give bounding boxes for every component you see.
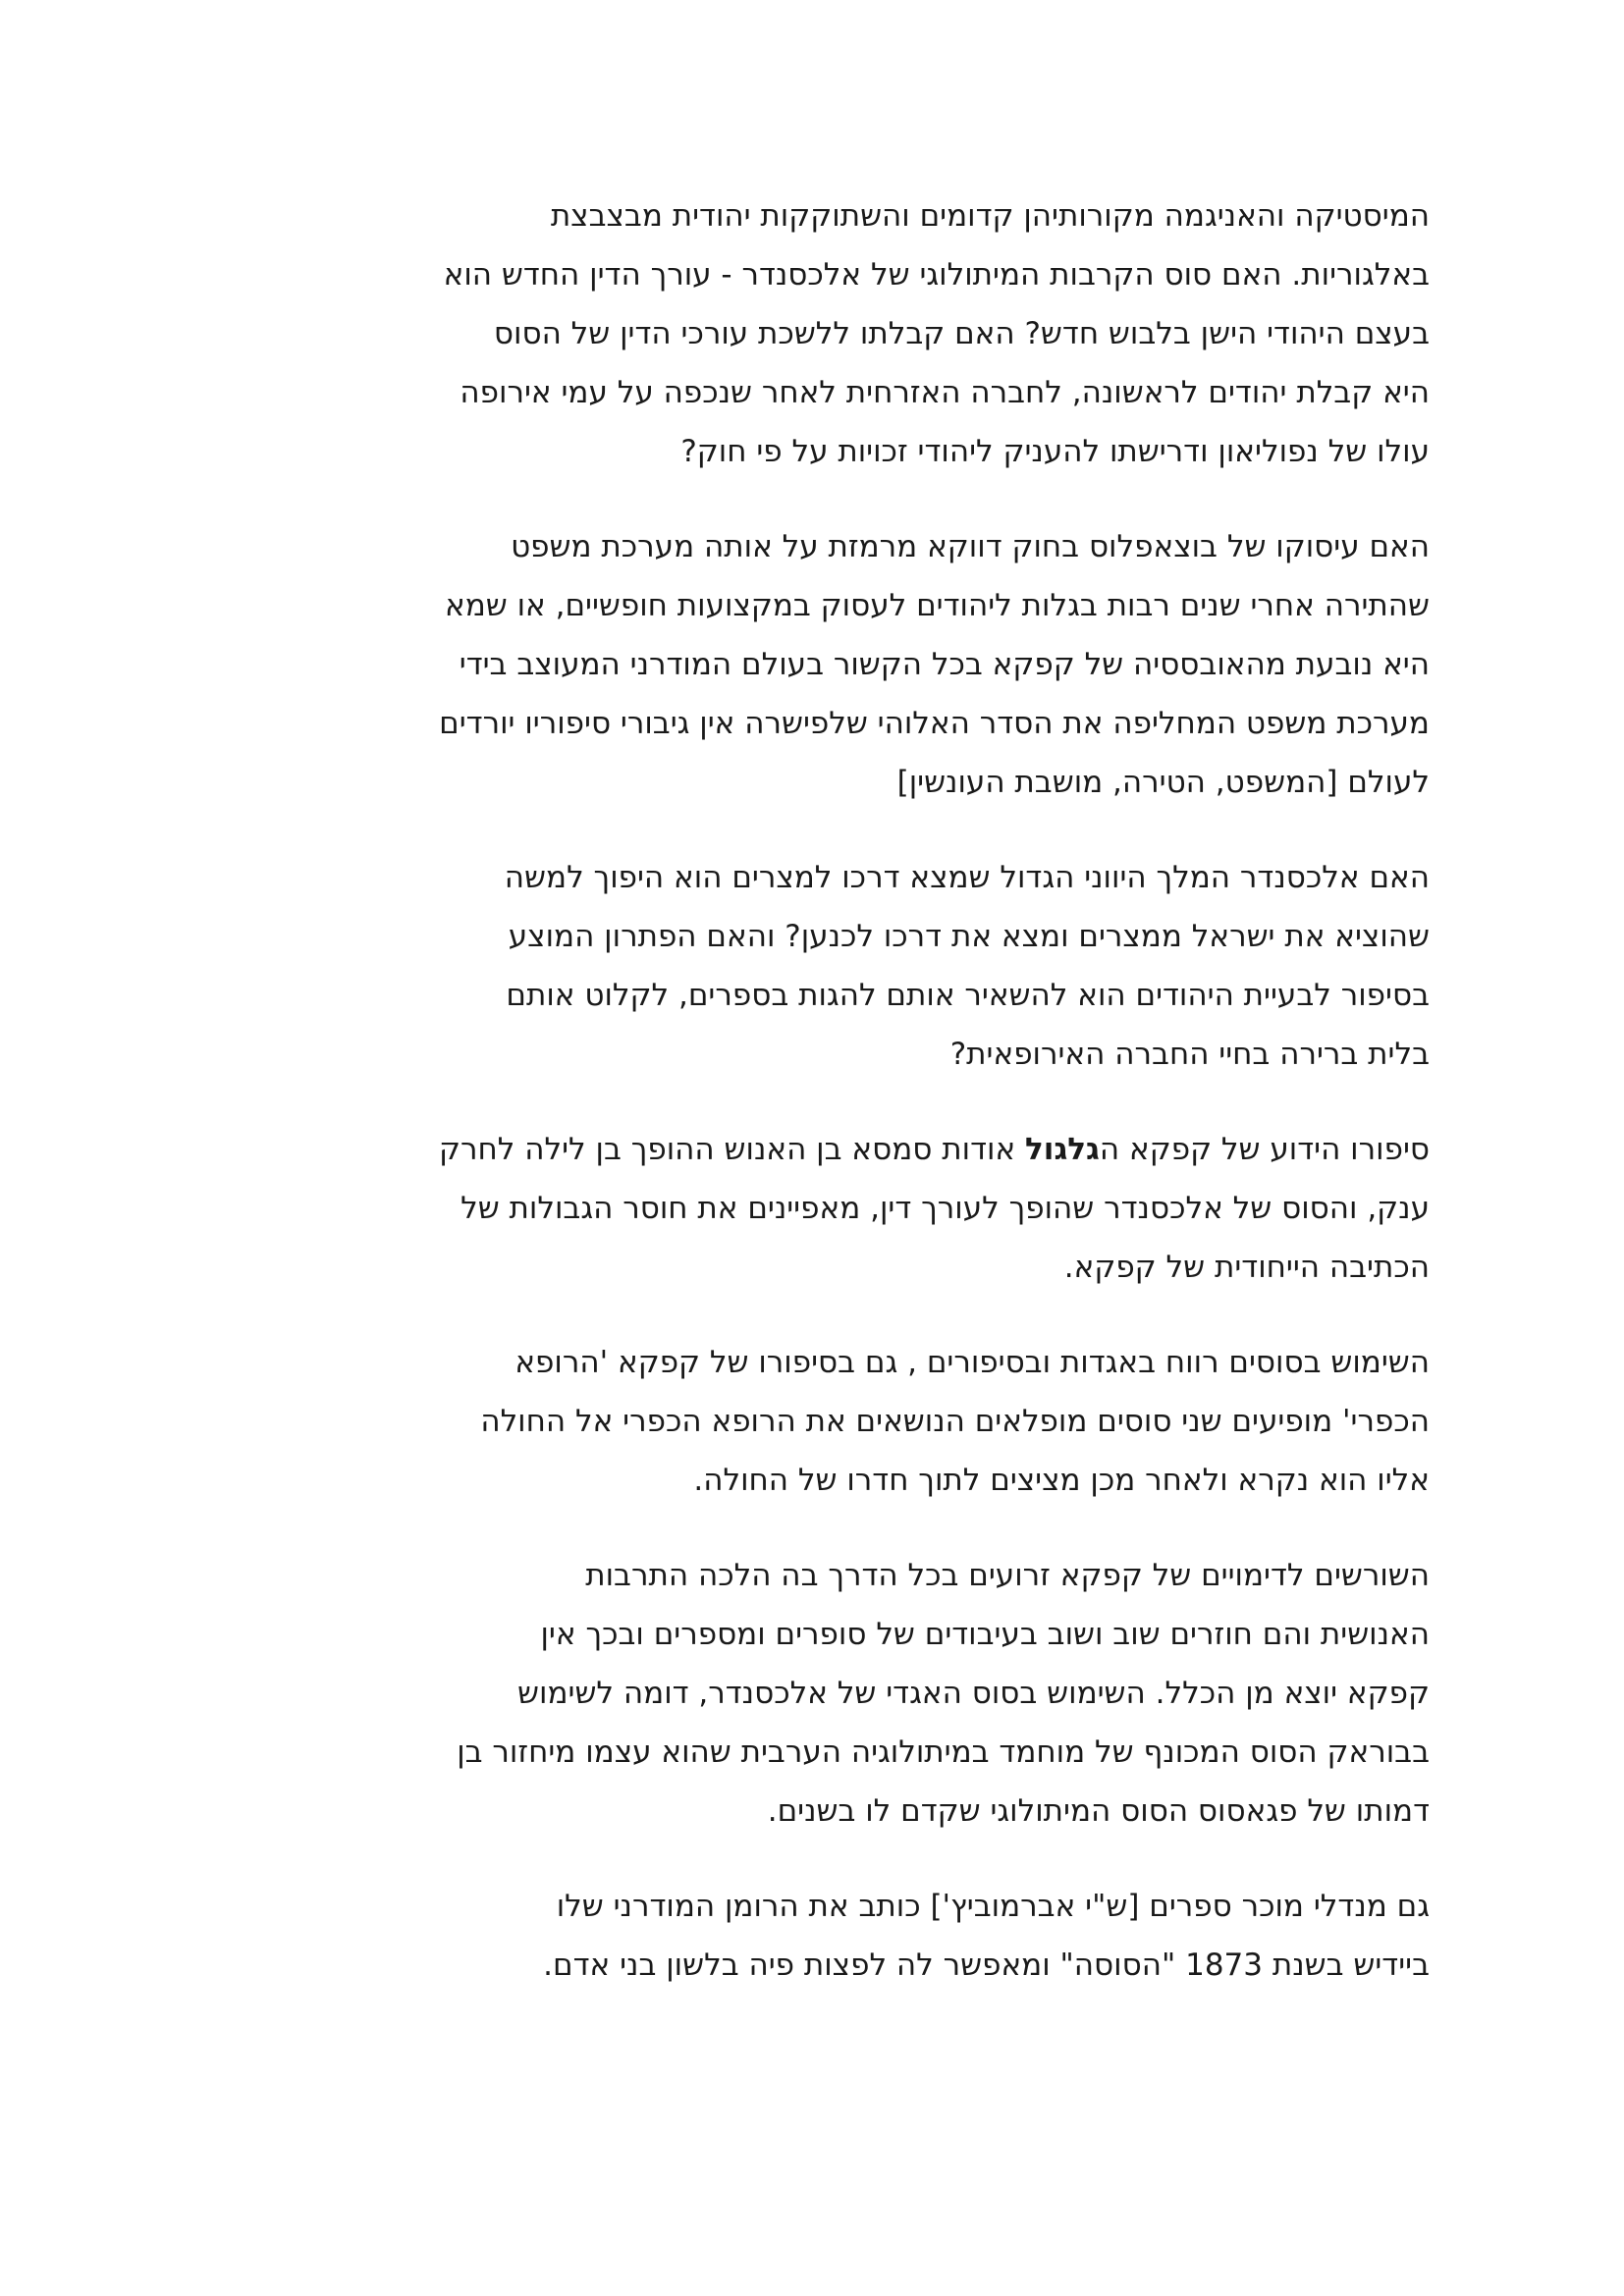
body-text	[192, 187, 1430, 2031]
text-line: ביידיש בשנת 1873 "הסוסה" ומאפשר לה לפצות פיה בלשון בני אדם.	[543, 1948, 1430, 1983]
text-line: הכפרי' מופיעים שני סוסים מופלאים הנושאים את הרופא הכפרי אל החולה	[480, 1404, 1430, 1439]
text-line: השימוש בסוסים רווח באגדות ובסיפורים , גם בסיפורו של קפקא 'הרופא	[514, 1345, 1430, 1380]
paragraph-6	[192, 1546, 1430, 1841]
paragraph-2	[192, 517, 1430, 812]
text-line: מערכת משפט המחליפה את הסדר האלוהי שלפישרה אין גיבורי סיפוריו יורדים	[439, 706, 1430, 741]
text-line: שהוציא את ישראל ממצרים ומצא את דרכו לכנען? והאם הפתרון המוצע	[508, 919, 1430, 954]
text-line: שהתירה אחרי שנים רבות בגלות ליהודים לעסוק במקצועות חופשיים, או שמא	[445, 588, 1430, 623]
text-line: המיסטיקה והאניגמה מקורותיהן קדומים והשתוקקות יהודית מבצבצת	[550, 198, 1430, 234]
text-line: ענק, והסוס של אלכסנדר שהופך לעורך דין, מאפיינים את חוסר הגבולות של	[460, 1191, 1430, 1226]
text-line	[192, 1120, 1430, 1179]
text-line: קפקא יוצא מן הכלל. השימוש בסוס האגדי של אלכסנדר, דומה לשימוש	[517, 1676, 1430, 1711]
text-line: אליו הוא נקרא ולאחר מכן מציצים לתוך חדרו של החולה.	[693, 1463, 1430, 1498]
text-line: בלית ברירה בחיי החברה האירופאית?	[949, 1037, 1430, 1072]
paragraph-1	[192, 187, 1430, 481]
text-line: לעולם [המשפט, הטירה, מושבת העונשין]	[896, 765, 1430, 800]
text-line: היא נובעת מהאובססיה של קפקא בכל הקשור בעולם המודרני המעוצב בידי	[459, 647, 1430, 682]
paragraph-4	[192, 1120, 1430, 1297]
text-line: האם עיסוקו של בוצאפלוס בחוק דווקא מרמזת על אותה מערכת משפט	[511, 529, 1430, 564]
paragraph-7	[192, 1877, 1430, 1995]
text-line: דמותו של פגאסוס הסוס המיתולוגי שקדם לו בשנים.	[767, 1793, 1430, 1829]
text-line: האם אלכסנדר המלך היווני הגדול שמצא דרכו למצרים הוא היפוך למשה	[504, 860, 1430, 895]
text-line: בעצם היהודי הישן בלבוש חדש? האם קבלתו ללשכת עורכי הדין של הסוס	[493, 316, 1430, 351]
paragraph-3	[192, 848, 1430, 1084]
text-line: הכתיבה הייחודית של קפקא.	[1063, 1250, 1430, 1285]
text-line: באלגוריות. האם סוס הקרבות המיתולוגי של אלכסנדר - עורך הדין החדש הוא	[443, 257, 1430, 293]
text-line: האנושית והם חוזרים שוב ושוב בעיבודים של סופרים ומספרים ובכך אין	[540, 1617, 1430, 1652]
text-line: בבוראק הסוס המכונף של מוחמד במיתולוגיה הערבית שהוא עצמו מיחזור בן	[457, 1735, 1430, 1770]
text-line: גם מנדלי מוכר ספרים [ש"י אברמוביץ'] כותב את הרומן המודרני שלו	[556, 1889, 1430, 1924]
paragraph-5	[192, 1333, 1430, 1510]
text-segment: סיפורו הידוע של קפקא ה	[1099, 1132, 1430, 1167]
text-line: בסיפור לבעיית היהודים הוא להשאיר אותם להגות בספרים, לקלוט אותם	[506, 978, 1430, 1013]
book-title-bold: גלגול	[1025, 1132, 1100, 1167]
text-line: היא קבלת יהודים לראשונה, לחברה האזרחית לאחר שנכפה על עמי אירופה	[460, 375, 1430, 410]
text-line: השורשים לדימויים של קפקא זרועים בכל הדרך בה הלכה התרבות	[585, 1558, 1430, 1593]
text-line: עולו של נפוליאון ודרישתו להעניק ליהודי זכויות על פי חוק?	[680, 434, 1430, 469]
text-segment: אודות סמסא בן האנוש ההופך בן לילה לחרק	[439, 1132, 1026, 1167]
